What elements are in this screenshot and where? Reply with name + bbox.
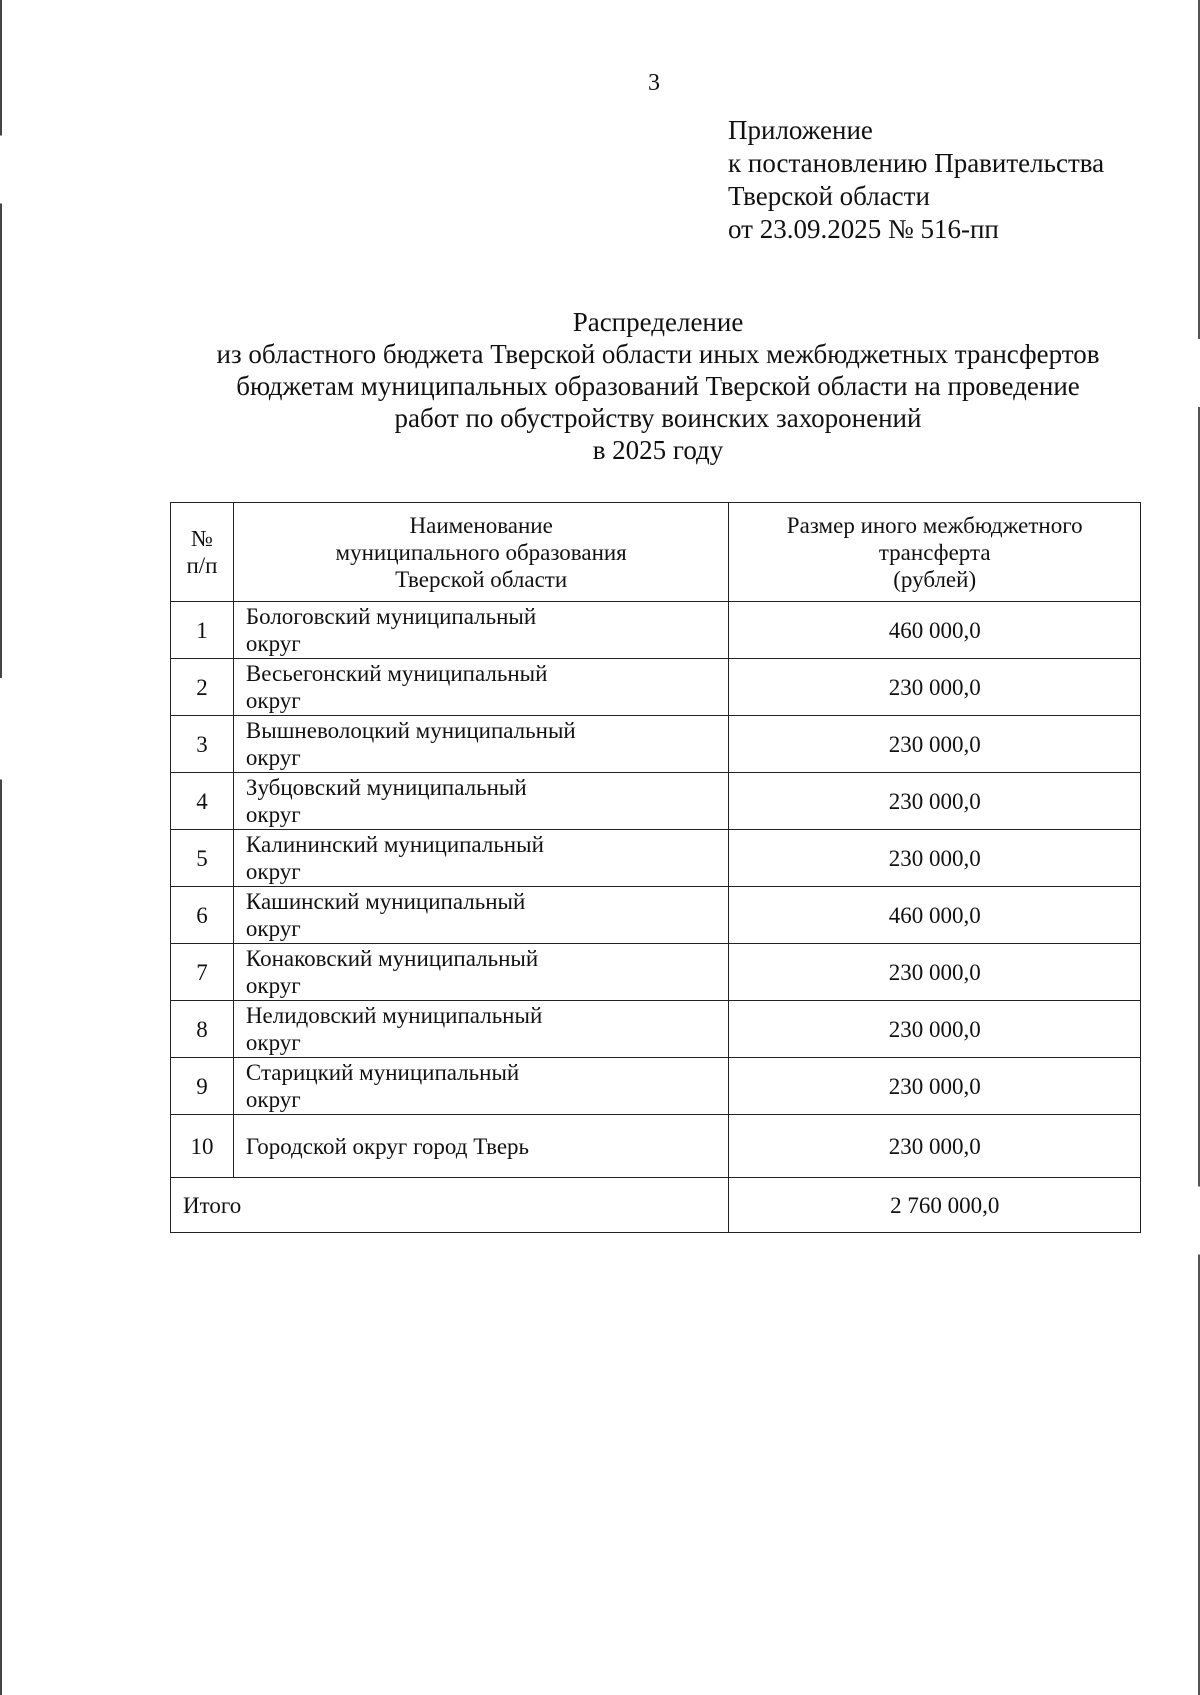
row-name-text: округ [245,1030,301,1055]
total-amount [729,1178,1141,1233]
appendix-line: Приложение [728,115,873,145]
row-name-text: Кашинский муниципальный [245,889,526,914]
table-row [171,602,1141,659]
row-amount: 460 000,0 [729,887,1141,944]
row-number: 1 [171,602,234,659]
row-number: 5 [171,830,234,887]
table-row [171,944,1141,1001]
row-amount: 230 000,0 [729,1001,1141,1058]
row-amount: 230 000,0 [729,659,1141,716]
row-name-text: Нелидовский муниципальный [245,1003,543,1028]
row-name [233,887,728,944]
row-name-text: округ [245,1087,301,1112]
row-number: 2 [171,659,234,716]
header-amount [729,503,1141,602]
row-name-text: Конаковский муниципальный [245,946,539,971]
header-text: Размер иного межбюджетного [786,512,1083,538]
row-amount: 230 000,0 [729,944,1141,1001]
row-name-text: Бологовский муниципальный [245,604,537,629]
row-name [233,830,728,887]
title-line: из областного бюджета Тверской области иных межбюджетных трансфертов [216,339,1100,369]
row-name-text: Калининский муниципальный [245,832,544,857]
row-number: 6 [171,887,234,944]
row-name-text: округ [245,745,301,770]
total-label: Итого [171,1178,729,1233]
appendix-line: Тверской области [728,181,930,211]
row-name [233,944,728,1001]
row-number: 8 [171,1001,234,1058]
row-number: 9 [171,1058,234,1115]
row-amount: 460 000,0 [729,602,1141,659]
table-row [171,1115,1141,1178]
row-name-text: Вышневолоцкий муниципальный [245,718,576,743]
row-name [233,1001,728,1058]
row-name [233,716,728,773]
row-name [233,602,728,659]
header-text: Наименование [409,512,553,538]
page-number: 3 [648,70,660,96]
table-row [171,773,1141,830]
row-name [233,659,728,716]
title-line: бюджетам муниципальных образований Тверской области на проведение [236,371,1080,401]
scan-left-edge [0,0,2,1695]
title-line: работ по обустройству воинских захоронений [394,403,922,433]
row-name-text: округ [245,802,301,827]
row-name-text: округ [245,631,301,656]
row-number: 4 [171,773,234,830]
row-name-text: Старицкий муниципальный [245,1060,520,1085]
document-title [150,306,1166,466]
appendix-block [728,114,1104,246]
row-amount: 230 000,0 [729,830,1141,887]
header-text: п/п [186,553,218,578]
row-number: 10 [171,1115,234,1178]
total-amount-text: 2 760 000,0 [890,1192,1000,1218]
title-line: в 2025 году [592,435,724,465]
header-number [171,503,234,602]
row-name-text: округ [245,859,301,884]
row-name-text: округ [245,688,301,713]
row-name-text: округ [245,916,301,941]
row-number: 3 [171,716,234,773]
table-header-row [171,503,1141,602]
header-text: муниципального образования [335,539,627,565]
row-name [233,1115,728,1178]
total-row [171,1178,1141,1233]
appendix-line: от 23.09.2025 № 516-пп [728,214,999,244]
row-name [233,1058,728,1115]
row-amount: 230 000,0 [729,716,1141,773]
header-text: Тверской области [395,566,568,592]
table-row [171,716,1141,773]
header-text: № [190,526,213,551]
row-name-text: Зубцовский муниципальный [245,775,527,800]
appendix-line: к постановлению Правительства [728,148,1105,178]
row-amount: 230 000,0 [729,773,1141,830]
table-row [171,1001,1141,1058]
row-name-text: Городской округ город Тверь [245,1133,530,1159]
row-number: 7 [171,944,234,1001]
table-row [171,1058,1141,1115]
table-row [171,659,1141,716]
row-amount: 230 000,0 [729,1058,1141,1115]
header-text: (рублей) [893,566,977,592]
table-row [171,887,1141,944]
row-name [233,773,728,830]
distribution-table [170,502,1141,1233]
table-row [171,830,1141,887]
header-text: трансферта [878,539,991,565]
title-line: Распределение [572,307,744,337]
row-name-text: Весьегонский муниципальный [245,661,548,686]
row-amount: 230 000,0 [729,1115,1141,1178]
header-name [233,503,728,602]
row-name-text: округ [245,973,301,998]
